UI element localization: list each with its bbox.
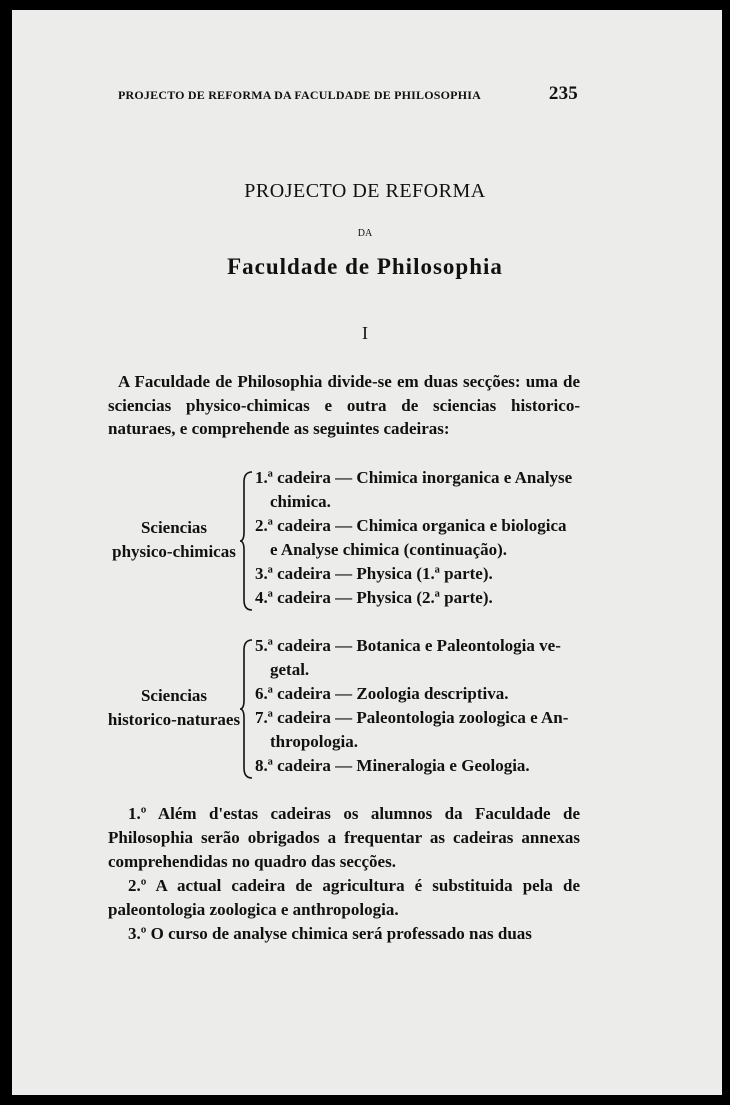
list-item: 6.ª cadeira — Zoologia descriptiva. — [255, 684, 509, 703]
note-paragraph — [108, 874, 580, 922]
note-text: O curso de analyse chimica será professado nas duas — [150, 924, 532, 943]
intro-paragraph: A Faculdade de Philosophia divide-se em duas secções: uma de sciencias physico-chimicas e outra de sciencias historico-naturaes, e comprehende as seguintes cadeiras: — [108, 372, 580, 438]
page-number: 235 — [548, 83, 578, 104]
group-label-line-2: historico-naturaes — [107, 710, 241, 729]
brace-icon — [240, 470, 254, 612]
brace-icon — [240, 638, 254, 780]
note-text: A actual cadeira de agricultura é substituida pela de paleontologia zoologica e anthropologia. — [108, 876, 581, 919]
note-text: Além d'estas cadeiras os alumnos da Faculdade de Philosophia serão obrigados a frequentar as cadeiras annexas comprehendidas no quadro das secções. — [108, 804, 581, 871]
list-item: 5.ª cadeira — Botanica e Paleontologia ve- — [255, 636, 561, 655]
list-item: 1.ª cadeira — Chimica inorganica e Analyse — [255, 468, 573, 487]
note-number: 2.º — [128, 876, 147, 895]
list-item: 7.ª cadeira — Paleontologia zoologica e An- — [255, 708, 569, 727]
list-item-continuation: chimica. — [270, 492, 331, 511]
list-item-continuation: thropologia. — [270, 732, 359, 751]
title-line-1: PROJECTO DE REFORMA — [244, 180, 486, 202]
note-number: 1.º — [128, 804, 147, 823]
group-label-line-2: physico-chimicas — [112, 542, 236, 561]
note-number: 3.º — [128, 924, 147, 943]
group-label — [100, 684, 248, 732]
list-item: 3.ª cadeira — Physica (1.ª parte). — [255, 564, 493, 583]
list-item: 8.ª cadeira — Mineralogia e Geologia. — [255, 756, 530, 775]
group-label-line-1: Sciencias — [140, 686, 208, 705]
title-line-3: Faculdade de Philosophia — [227, 254, 503, 279]
group-label-line-1: Sciencias — [140, 518, 208, 537]
list-item-continuation: e Analyse chimica (continuação). — [270, 540, 508, 559]
cadeira-list — [255, 466, 578, 610]
list-item: 4.ª cadeira — Physica (2.ª parte). — [255, 588, 493, 607]
note-paragraph — [108, 802, 580, 874]
running-header-title: PROJECTO DE REFORMA DA FACULDADE DE PHILOSOPHIA — [118, 88, 481, 102]
cadeira-list — [255, 634, 578, 778]
list-item: 2.ª cadeira — Chimica organica e biologica — [255, 516, 567, 535]
list-item-continuation: getal. — [270, 660, 310, 679]
group-label — [100, 516, 248, 564]
section-numeral: I — [362, 323, 368, 343]
running-header — [118, 83, 578, 104]
title-line-2: DA — [357, 228, 373, 239]
note-paragraph — [108, 922, 580, 946]
